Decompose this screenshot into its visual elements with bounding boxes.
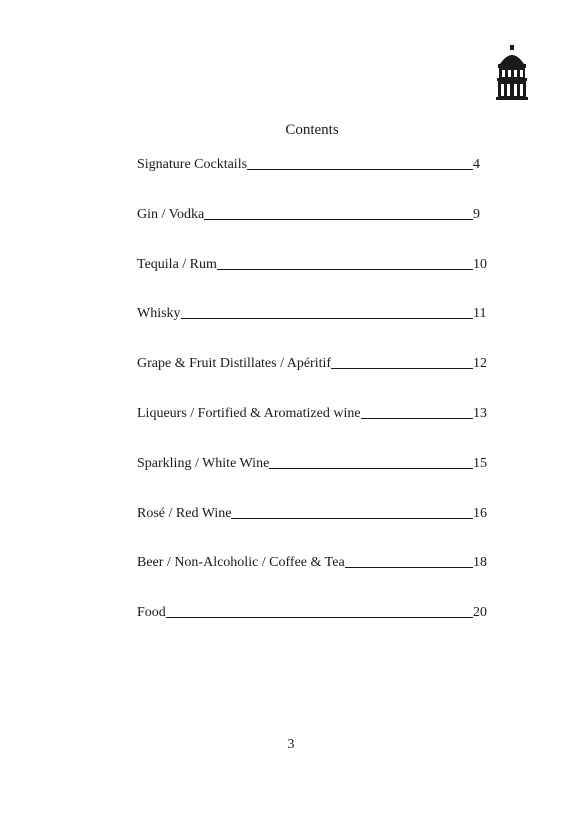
toc-entry bbox=[137, 604, 489, 622]
toc-entry bbox=[137, 455, 489, 473]
toc-entry-label: Liqueurs / Fortified & Aromatized wine bbox=[137, 405, 361, 421]
toc-entry-label: Rosé / Red Wine bbox=[137, 505, 232, 521]
building-tower-icon bbox=[494, 44, 530, 100]
toc-leader-line bbox=[361, 418, 473, 419]
toc-entry bbox=[137, 305, 489, 323]
toc-entry-label: Gin / Vodka bbox=[137, 206, 205, 222]
toc-entry-label: Signature Cocktails bbox=[137, 157, 248, 172]
toc-entry-label: Sparkling / White Wine bbox=[137, 455, 270, 471]
table-of-contents bbox=[137, 156, 489, 654]
toc-leader-line bbox=[345, 567, 473, 568]
toc-leader-line bbox=[217, 269, 473, 270]
toc-leader-line bbox=[181, 318, 473, 319]
toc-entry-page: 10 bbox=[473, 256, 487, 272]
toc-leader-line bbox=[204, 219, 473, 220]
toc-leader-line bbox=[331, 368, 473, 369]
toc-entry-page: 13 bbox=[473, 405, 487, 421]
toc-entry bbox=[137, 554, 489, 572]
toc-entry bbox=[137, 355, 489, 373]
toc-entry bbox=[137, 206, 489, 224]
toc-leader-line bbox=[269, 468, 473, 469]
toc-entry bbox=[137, 256, 489, 274]
toc-entry-page: 16 bbox=[473, 505, 487, 521]
contents-title: Contents bbox=[285, 122, 339, 138]
toc-entry bbox=[137, 505, 489, 523]
toc-entry-page: 9 bbox=[473, 206, 480, 222]
toc-entry-label: Whisky bbox=[137, 306, 181, 322]
toc-leader-line bbox=[231, 518, 473, 519]
toc-entry-label: Tequila / Rum bbox=[137, 256, 217, 272]
toc-entry-label: Beer / Non-Alcoholic / Coffee & Tea bbox=[137, 555, 345, 571]
toc-entry-page: 11 bbox=[473, 306, 487, 322]
toc-entry-page: 18 bbox=[473, 555, 487, 571]
toc-entry-page: 20 bbox=[473, 605, 487, 621]
toc-entry-label: Grape & Fruit Distillates / Apéritif bbox=[137, 356, 332, 372]
toc-entry bbox=[137, 156, 489, 174]
toc-leader-line bbox=[247, 169, 473, 170]
toc-leader-line bbox=[166, 617, 473, 618]
page-number: 3 bbox=[287, 737, 295, 752]
toc-entry-page: 12 bbox=[473, 356, 487, 372]
toc-entry-label: Food bbox=[137, 605, 166, 621]
toc-entry-page: 15 bbox=[473, 455, 487, 471]
toc-entry-page: 4 bbox=[473, 157, 480, 172]
toc-entry bbox=[137, 405, 489, 423]
